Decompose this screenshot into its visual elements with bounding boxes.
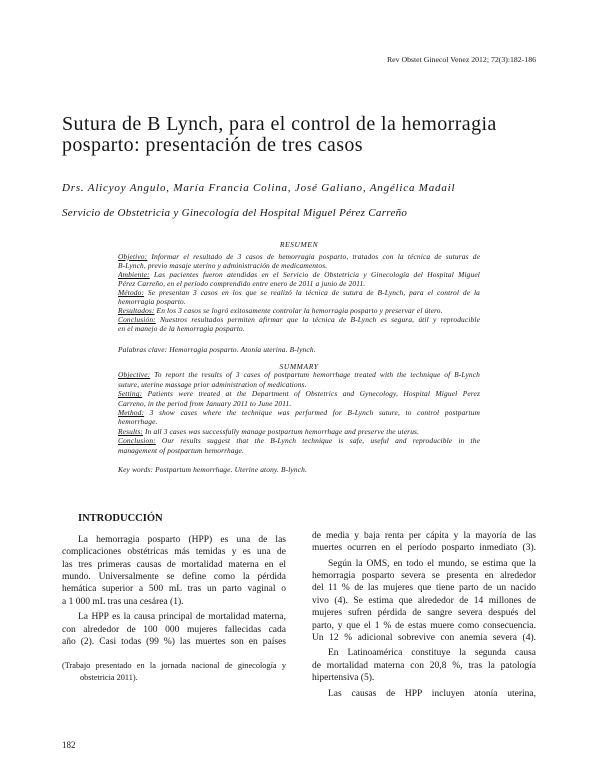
summary-method-line-2: hemorrhage.	[118, 417, 158, 427]
text-line: de mortalidad materna con 20,8 %, tras la patología	[312, 660, 536, 671]
paragraph	[62, 534, 286, 608]
summary-setting-line-2: Carreno, in the period from January 2011 to June 2011.	[118, 398, 292, 408]
resumen-objetivo-text-1: Informar el resultado de 3 casos de hemorragia posparto, tratados con la técnica de suturas de	[151, 251, 480, 261]
paragraph	[312, 688, 536, 700]
text-line: Un 12 % adicional sobrevive con anemia severa (4).	[312, 633, 536, 644]
body-column-left	[62, 534, 286, 649]
text-line: de media y baja renta per cápita y la mayoría de las	[312, 530, 536, 541]
resumen-ambiente-line-1	[118, 270, 480, 279]
text-line: vivo (4). Se estima que alrededor de 14 millones de	[312, 595, 536, 606]
page-number: 182	[62, 740, 76, 750]
resumen-ambiente-text-1: Las pacientes fueron atendidas en el Servicio de Obstetricia y Ginecología del Hospital Miguel	[154, 269, 481, 279]
text-line: con alrededor de 100 000 mujeres fallecidas cada	[62, 624, 286, 635]
resumen-conclusion-text-1: Nuestros resultados permiten afirmar que la técnica de B-Lynch es segura, útil y reproducible	[159, 314, 480, 324]
summary-method-text-1: 3 show cases where the technique was performed for B-Lynch suture, to control postpartum	[149, 407, 480, 417]
resumen-conclusion-line-1	[118, 315, 480, 324]
resumen-metodo-line-1	[118, 288, 480, 297]
resumen-label-conclusion: Conclusión:	[118, 314, 156, 324]
summary-results-text-1: In all 3 cases was successfully manage postpartum hemorrhage and preserve the uterus.	[145, 426, 420, 436]
summary-objective-line-1	[118, 370, 480, 379]
resumen-metodo-text-1: Se presentan 3 casos en los que se realizó la técnica de sutura de B-Lynch, para el control de la	[147, 287, 480, 297]
body-column-right	[312, 530, 536, 700]
article-title-line-2: posparto: presentación de tres casos	[62, 133, 363, 156]
article-title-line-1: Sutura de B Lynch, para el control de la hemorragia	[62, 113, 497, 135]
article-authors: Drs. Alicyoy Angulo, María Francia Colina, José Galiano, Angélica Madail	[62, 182, 456, 194]
text-line: parto, y que el 1 % de estas muere como consecuencia.	[312, 620, 536, 631]
resumen-conclusion-line-2: en el manejo de la hemorragia posparto.	[118, 323, 245, 333]
text-line: a 1 000 mL tras una cesárea (1).	[62, 596, 184, 607]
text-line: hemorragia posparto severa se presenta en alrededor	[312, 571, 536, 582]
resumen-metodo-line-2: hemorragia posparto.	[118, 296, 186, 306]
resumen-heading: RESUMEN	[279, 239, 319, 249]
footnote	[62, 660, 286, 683]
text-line: Las causas de HPP incluyen atonía uterina,	[328, 688, 536, 699]
resumen-label-metodo: Método:	[118, 287, 145, 297]
summary-conclusion-text-1: Our results suggest that the B-Lynch technique is safe, useful and reproducible in the	[161, 436, 480, 446]
resumen-label-objetivo: Objetivo:	[118, 251, 148, 261]
text-line: Según la OMS, en todo el mundo, se estima que la	[328, 558, 536, 569]
resumen-label-ambiente: Ambiente:	[118, 269, 150, 279]
text-line: hipertensiva (5).	[312, 673, 375, 684]
text-line: En Latinoamérica constituye la segunda causa	[328, 648, 536, 659]
text-line: complicaciones obstétricas más temidas y es una de	[62, 547, 286, 558]
summary-label-method: Method:	[118, 407, 145, 417]
resumen-objetivo-line-1	[118, 252, 480, 261]
summary-label-conclusion: Conclusion:	[118, 436, 156, 446]
paragraph	[312, 558, 536, 645]
summary-label-results: Results:	[118, 426, 144, 436]
summary-conclusion-line-2: management of postpartum hemorrhage.	[118, 445, 244, 455]
resumen-objetivo-line-2: B-Lynch, previo masaje uterino y administración de medicamentos.	[118, 260, 328, 270]
summary-setting-line-1	[118, 389, 480, 398]
summary-objective-text-1: To report the results of 3 cases of postpartum hemorrhage treated with the technique of B-Lynch	[154, 370, 481, 380]
paragraph	[312, 647, 536, 684]
journal-citation: Rev Obstet Ginecol Venez 2012; 72(3):182-186	[386, 55, 536, 64]
text-line: las tres primeras causas de mortalidad materna en el	[62, 559, 286, 570]
footnote-line-1: (Trabajo presentado en la jornada nacional de ginecología y	[62, 661, 286, 670]
summary-label-setting: Setting:	[118, 389, 143, 399]
text-line: del 11 % de las mujeres que tiene parto de un nacido	[312, 583, 536, 594]
resumen-keywords: Palabras clave: Hemorragia posparto. Atonía uterina. B-lynch.	[118, 344, 316, 354]
resumen-resultados-text-1: En los 3 casos se logró exitosamente controlar la hemorragia posparto y preservar el útero.	[156, 305, 443, 315]
summary-method-line-1	[118, 408, 480, 417]
summary-setting-text-1: Patients were treated at the Department of Obstetrics and Gynecology, Hospital Miguel Perez	[147, 389, 480, 399]
text-line: La HPP es la causa principal de mortalidad materna,	[78, 612, 286, 623]
section-heading-introduccion: INTRODUCCIÓN	[78, 513, 163, 524]
article-title	[62, 114, 497, 155]
footnote-line-2: obstetricia 2011).	[80, 672, 138, 682]
summary-results-line-1	[118, 427, 480, 436]
summary-body	[118, 370, 480, 455]
text-line: mujeres sufren pérdida de sangre severa después del	[312, 608, 536, 619]
summary-objective-line-2: suture, uterine massage prior administration of medications.	[118, 379, 307, 389]
summary-heading: SUMMARY	[279, 361, 319, 371]
paragraph	[312, 530, 536, 555]
resumen-label-resultados: Resultados:	[118, 305, 155, 315]
text-line: muertes ocurren en el período posparto inmediato (3).	[312, 543, 536, 554]
summary-conclusion-line-1	[118, 436, 480, 445]
resumen-resultados-line-1	[118, 306, 480, 315]
text-line: mundo. Universalmente se define como la pérdida	[62, 572, 286, 583]
article-affiliation: Servicio de Obstetricia y Ginecología del Hospital Miguel Pérez Carreño	[62, 207, 408, 219]
resumen-body	[118, 252, 480, 333]
summary-label-objective: Objective:	[118, 370, 151, 380]
resumen-ambiente-line-2: Pérez Carreño, en el período comprendido entre enero de 2011 a junio de 2011.	[118, 278, 366, 288]
text-line: hemática superior a 500 mL tras un parto vaginal o	[62, 584, 286, 595]
summary-keywords: Key words: Postpartum hemorrhage. Uterine atony. B-lynch.	[118, 464, 307, 474]
text-line: año (2). Casi todas (99 %) las muertes son en países	[62, 637, 286, 648]
paragraph	[62, 611, 286, 648]
text-line: La hemorragia posparto (HPP) es una de las	[78, 534, 286, 545]
